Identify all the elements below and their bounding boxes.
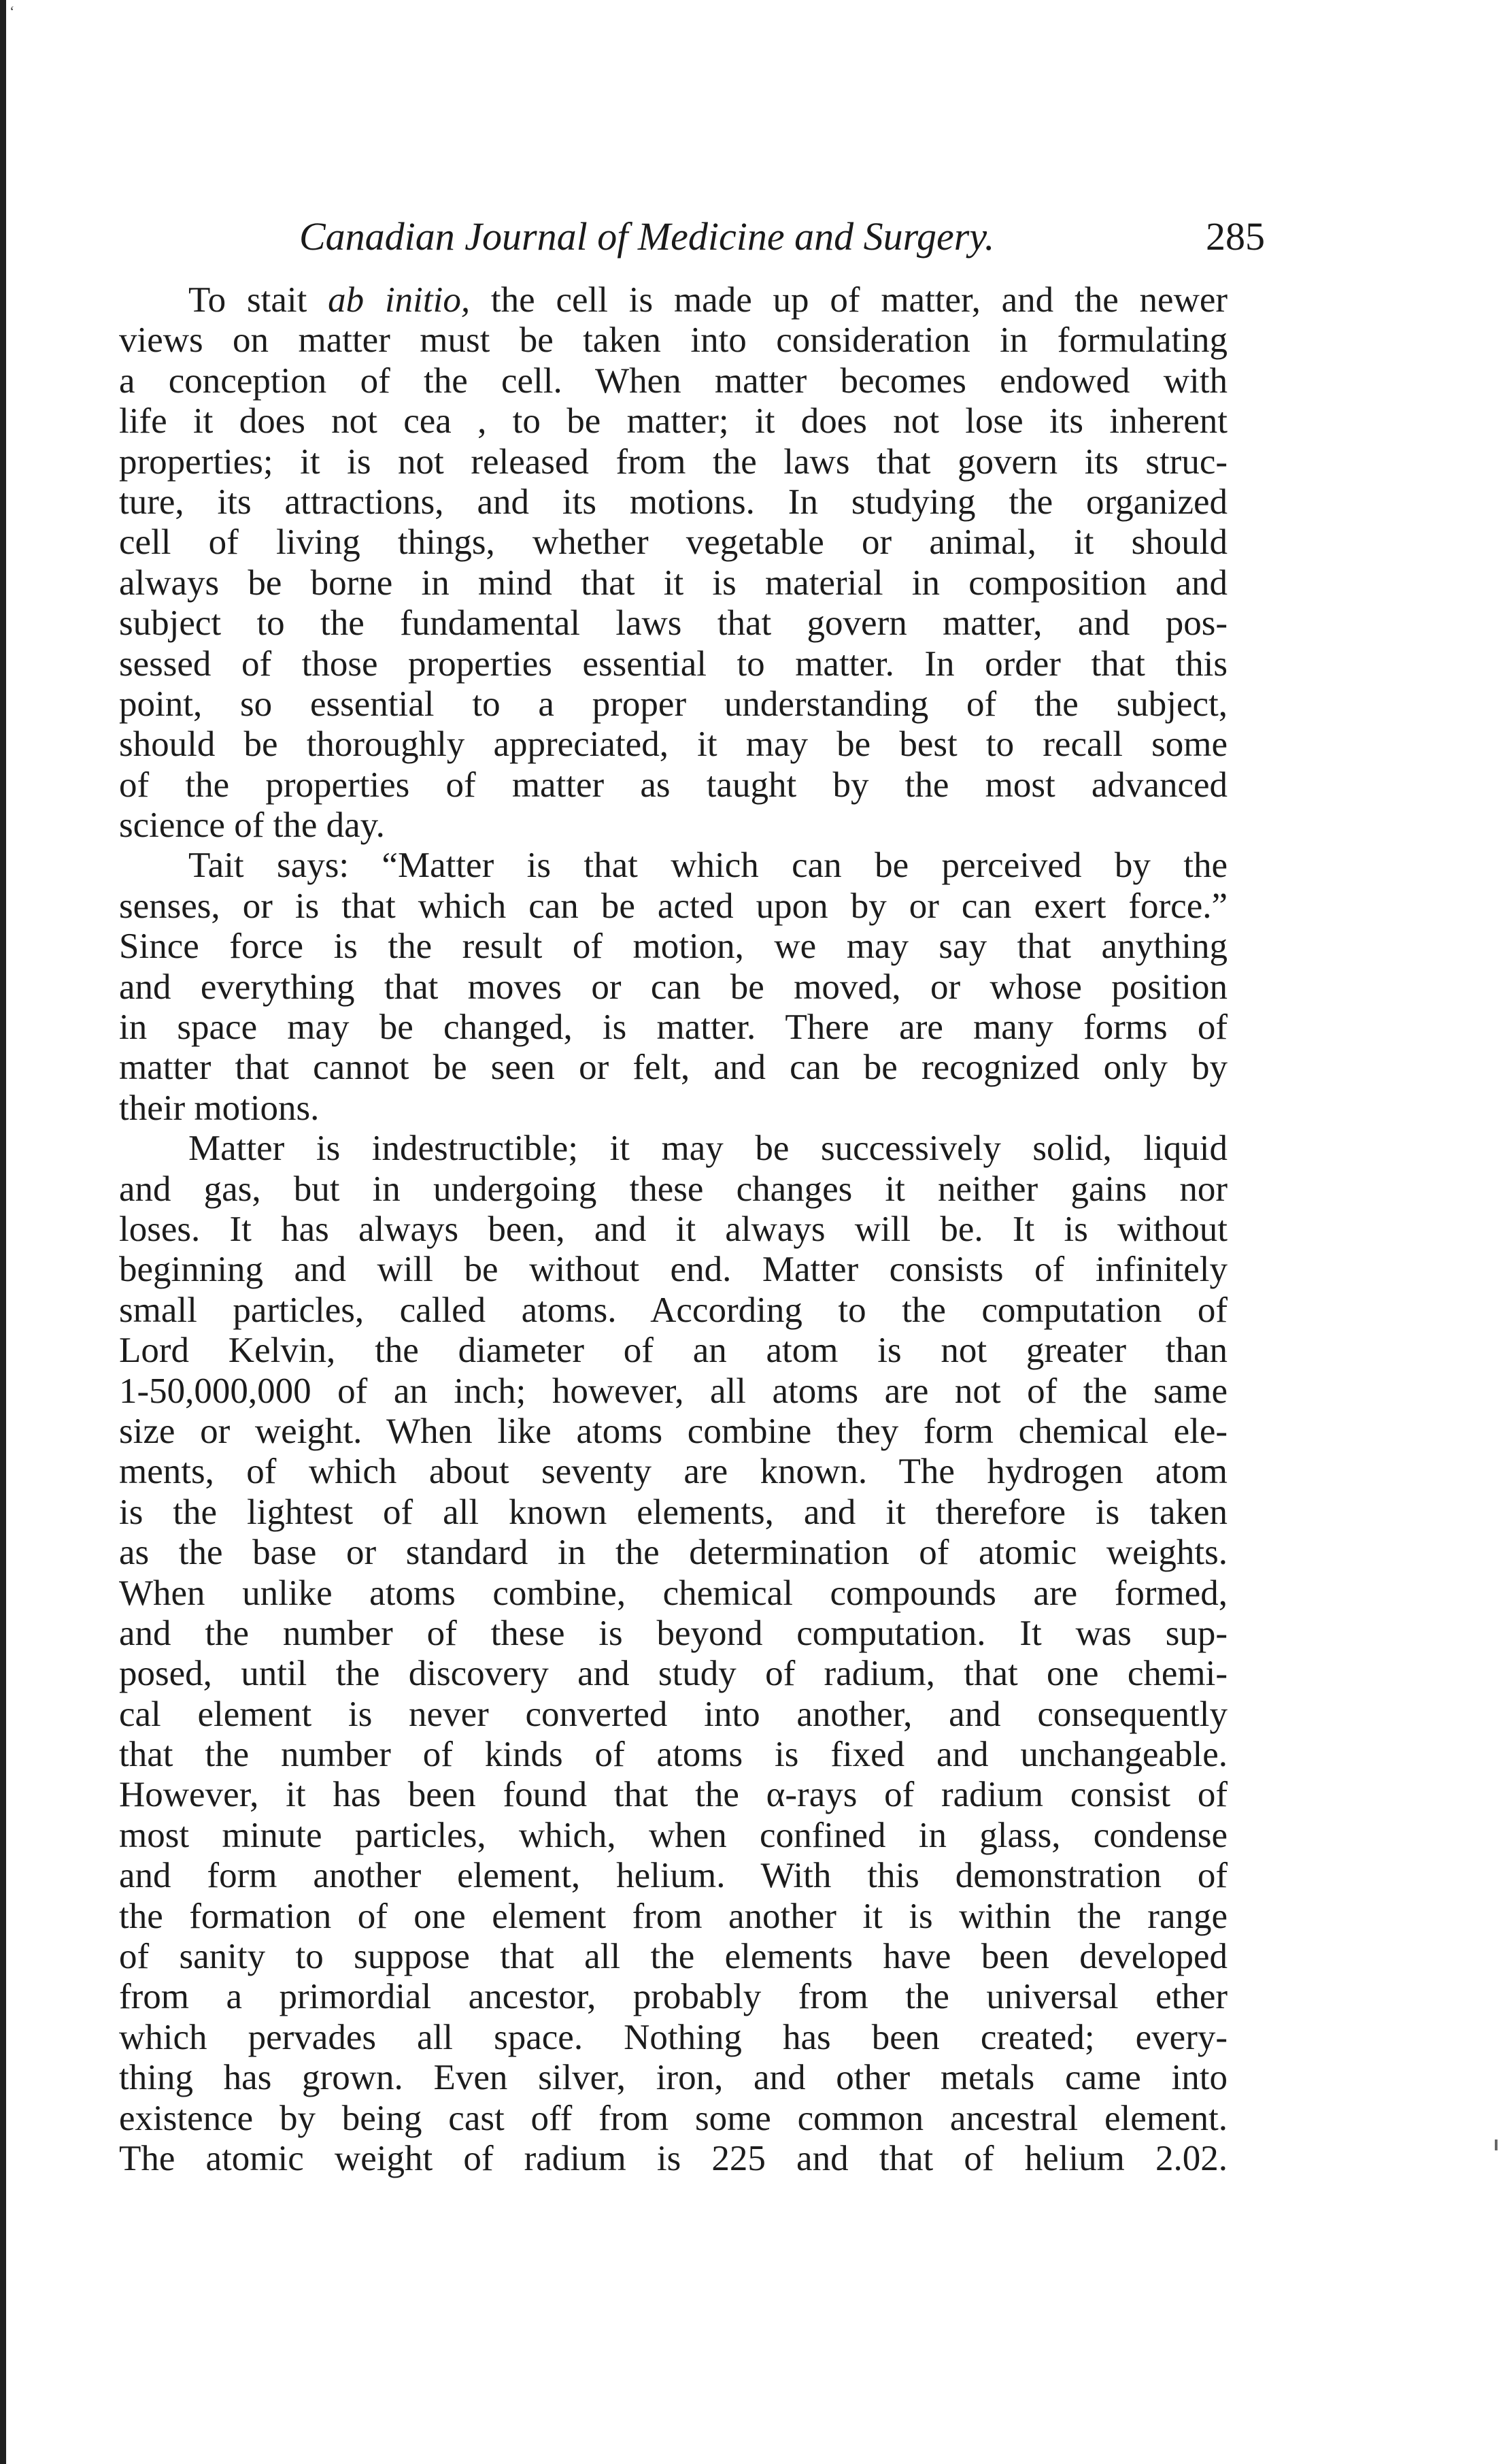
text-line: their motions. [119, 1088, 320, 1128]
text-line: and form another element, helium. With this demonstration of [119, 1856, 1228, 1896]
text-line: cal element is never converted into another, and consequently [119, 1694, 1228, 1734]
text-line: Since force is the result of motion, we may say that anything [119, 927, 1228, 967]
text-line: in space may be changed, is matter. There are many forms of [119, 1008, 1228, 1048]
text-line: that the number of kinds of atoms is fixed and unchangeable. [119, 1735, 1228, 1775]
text-line: ments, of which about seventy are known. The hydrogen atom [119, 1452, 1228, 1492]
text-line: small particles, called atoms. According to the computation of [119, 1290, 1228, 1330]
text-line: most minute particles, which, when confined in glass, condense [119, 1815, 1228, 1855]
text-line: from a primordial ancestor, probably from the universal ether [119, 1977, 1228, 2017]
text-line: The atomic weight of radium is 225 and that of helium 2.02. [119, 2138, 1228, 2178]
text-line: should be thoroughly appreciated, it may be best to recall some [119, 725, 1228, 765]
text-line: 1-50,000,000 of an inch; however, all atoms are not of the same [119, 1371, 1228, 1411]
text-line: ture, its attractions, and its motions. In studying the organized [119, 482, 1228, 522]
body-text [119, 280, 1228, 2179]
text-line: Lord Kelvin, the diameter of an atom is not greater than [119, 1331, 1228, 1371]
text-line: of the properties of matter as taught by the most advanced [119, 765, 1228, 805]
page-header [299, 210, 1265, 264]
text-line: loses. It has always been, and it always will be. It is without [119, 1209, 1228, 1249]
text-line: However, it has been found that the α-rays of radium consist of [119, 1775, 1228, 1815]
text-line: properties; it is not released from the laws that govern its struc- [119, 442, 1228, 482]
text-line: is the lightest of all known elements, and it therefore is taken [119, 1492, 1228, 1532]
text-line: the formation of one element from another it is within the range [119, 1896, 1228, 1936]
corner-blemish: ‘ [10, 3, 15, 20]
page-binding-edge [0, 0, 6, 2464]
text-line: posed, until the discovery and study of radium, that one chemi- [119, 1654, 1228, 1694]
running-title: Canadian Journal of Medicine and Surgery. [299, 214, 995, 259]
text-line: point, so essential to a proper understanding of the subject, [119, 684, 1228, 724]
text-line: as the base or standard in the determination of atomic weights. [119, 1533, 1228, 1573]
text-line: and everything that moves or can be moved, or whose position [119, 967, 1228, 1007]
text-line: cell of living things, whether vegetable or animal, it should [119, 522, 1228, 563]
latin-phrase: ab initio, [328, 280, 471, 320]
text-line: thing has grown. Even silver, iron, and other metals came into [119, 2058, 1228, 2098]
text-line: and gas, but in undergoing these changes it neither gains nor [119, 1169, 1228, 1209]
text-line: When unlike atoms combine, chemical compounds are formed, [119, 1573, 1228, 1613]
text-line: and the number of these is beyond computation. It was sup- [119, 1613, 1228, 1653]
text-line: subject to the fundamental laws that govern matter, and pos- [119, 603, 1228, 644]
text-line: Matter is indestructible; it may be successively solid, liquid [188, 1129, 1228, 1169]
text-line: Tait says: “Matter is that which can be perceived by the [188, 846, 1228, 886]
text-line: senses, or is that which can be acted upon by or can exert force.” [119, 886, 1228, 926]
text-line: life it does not cea , to be matter; it does not lose its inherent [119, 401, 1228, 442]
text-line: To stait ab initio, the cell is made up of matter, and the newer [188, 280, 1228, 320]
text-line: existence by being cast off from some common ancestral element. [119, 2098, 1228, 2138]
text-line: science of the day. [119, 805, 385, 846]
text-line: matter that cannot be seen or felt, and can be recognized only by [119, 1048, 1228, 1088]
text-line: of sanity to suppose that all the elements have been developed [119, 1937, 1228, 1977]
margin-speck [1495, 2140, 1498, 2150]
page-number: 285 [1206, 214, 1265, 259]
text-line: beginning and will be without end. Matter consists of infinitely [119, 1250, 1228, 1290]
text-line: views on matter must be taken into consideration in formulating [119, 320, 1228, 361]
text-line: which pervades all space. Nothing has been created; every- [119, 2017, 1228, 2057]
text-line: a conception of the cell. When matter becomes endowed with [119, 361, 1228, 401]
text-line: size or weight. When like atoms combine they form chemical ele- [119, 1411, 1228, 1451]
text-line: sessed of those properties essential to matter. In order that this [119, 644, 1228, 684]
text-line: always be borne in mind that it is material in composition and [119, 563, 1228, 603]
